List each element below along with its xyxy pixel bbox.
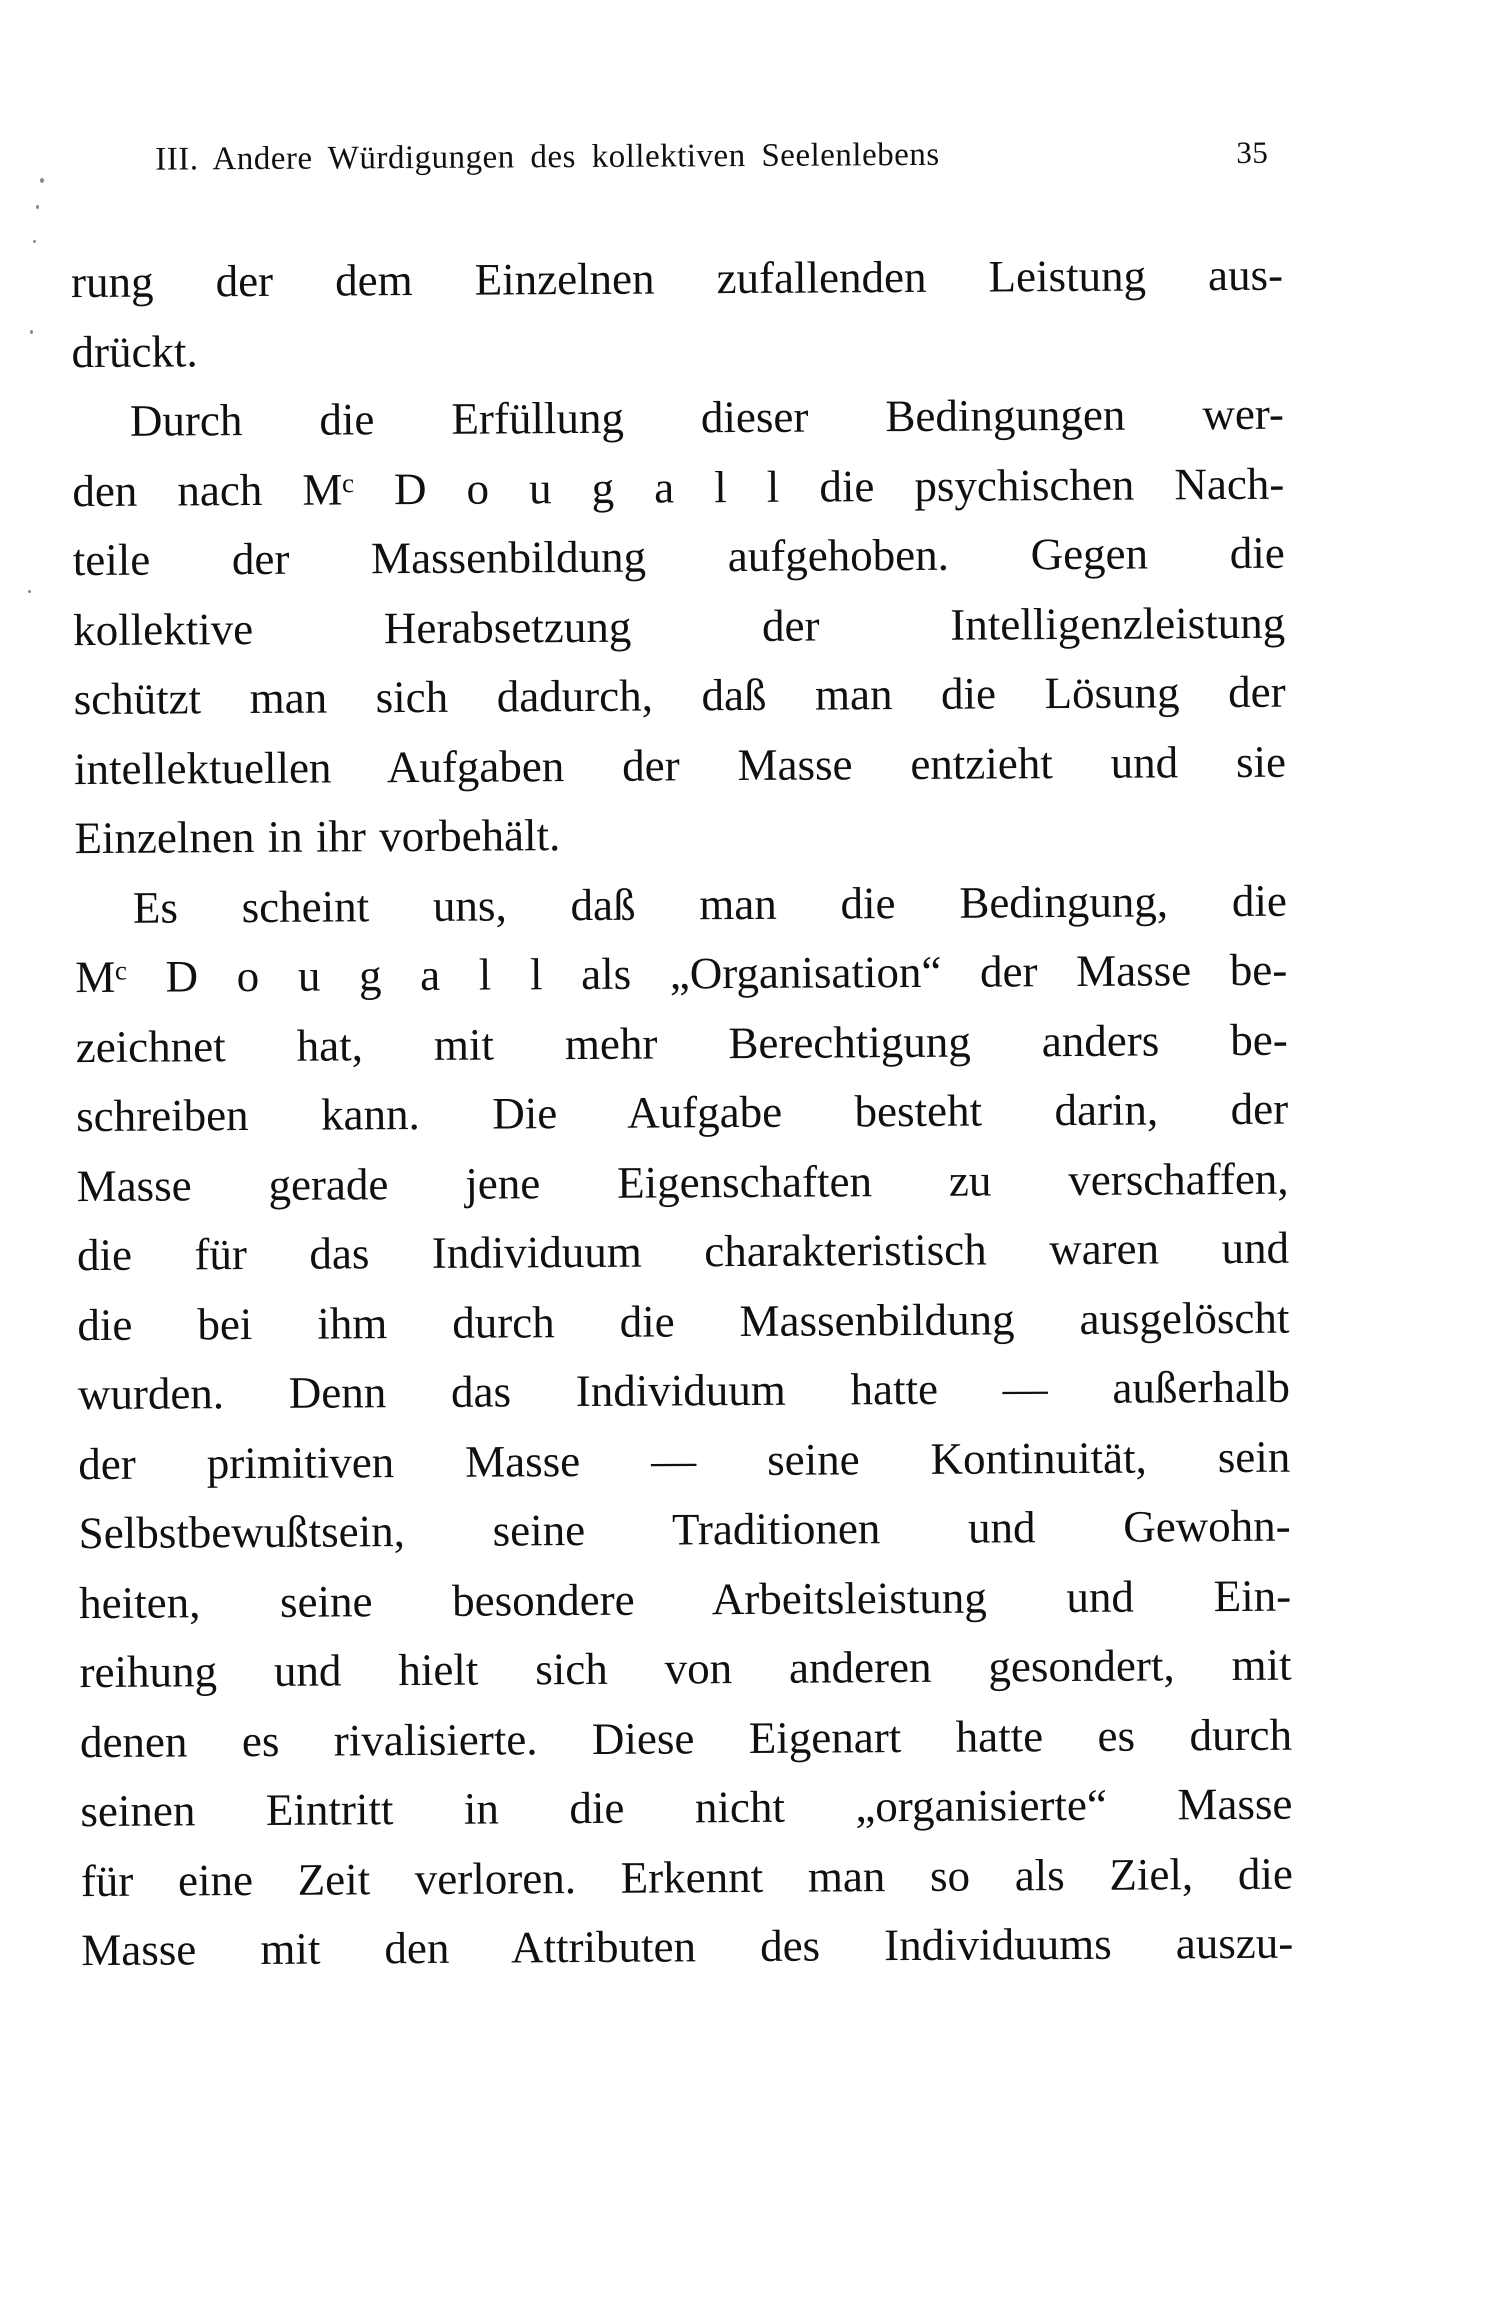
text-line: denen es rivalisierte. Diese Eigenart hatte es durch: [79, 1709, 1293, 1767]
text-line: den nach Mᶜ D o u g a l l die psychischen Nach-: [72, 458, 1285, 516]
text-line: Einzelnen in ihr vorbehält.: [74, 810, 561, 864]
text-line: Masse mit den Attributen des Individuums auszu-: [81, 1917, 1294, 1976]
text-line: Masse gerade jene Eigenschaften zu verschaffen,: [76, 1153, 1289, 1211]
text-line: schützt man sich dadurch, daß man die Lösung der: [73, 666, 1286, 725]
text-line: schreiben kann. Die Aufgabe besteht darin, der: [76, 1083, 1289, 1142]
text-line: wurden. Denn das Individuum hatte — außerhalb: [77, 1361, 1291, 1420]
text-line: reihung und hielt sich von anderen gesondert, mit: [79, 1639, 1292, 1698]
text-line: kollektive Herabsetzung der Intelligenzleistung: [73, 597, 1286, 655]
text-line: Mᶜ D o u g a l l als „Organisation“ der Masse be-: [75, 944, 1288, 1003]
text-line: drückt.: [71, 325, 198, 377]
text-line: intellektuellen Aufgaben der Masse entzieht und sie: [73, 736, 1287, 794]
text-line: der primitiven Masse — seine Kontinuität, sein: [78, 1431, 1291, 1489]
text-line: Selbstbewußtsein, seine Traditionen und Gewohn-: [78, 1500, 1291, 1559]
text-line: die bei ihm durch die Massenbildung ausgelöscht: [77, 1292, 1290, 1350]
text-line: rung der dem Einzelnen zufallenden Leistung aus-: [70, 249, 1284, 308]
text-line: die für das Individuum charakteristisch waren und: [76, 1222, 1290, 1281]
text-line: Durch die Erfüllung dieser Bedingungen wer-: [129, 388, 1285, 446]
page-number: 35: [1236, 134, 1269, 170]
text-line: zeichnet hat, mit mehr Berechtigung anders be-: [75, 1014, 1288, 1072]
text-line: Es scheint uns, daß man die Bedingung, die: [132, 875, 1288, 933]
text-line: teile der Massenbildung aufgehoben. Gegen die: [72, 527, 1285, 586]
running-header: [70, 135, 1282, 179]
text-block: [71, 241, 1294, 1986]
text-line: seinen Eintritt in die nicht „organisierte“ Masse: [80, 1778, 1293, 1837]
text-line: für eine Zeit verloren. Erkennt man so als Ziel, die: [80, 1848, 1293, 1906]
chapter-title: III. Andere Würdigungen des kollektiven Seelenlebens: [155, 136, 940, 178]
text-line: heiten, seine besondere Arbeitsleistung und Ein-: [78, 1570, 1292, 1628]
